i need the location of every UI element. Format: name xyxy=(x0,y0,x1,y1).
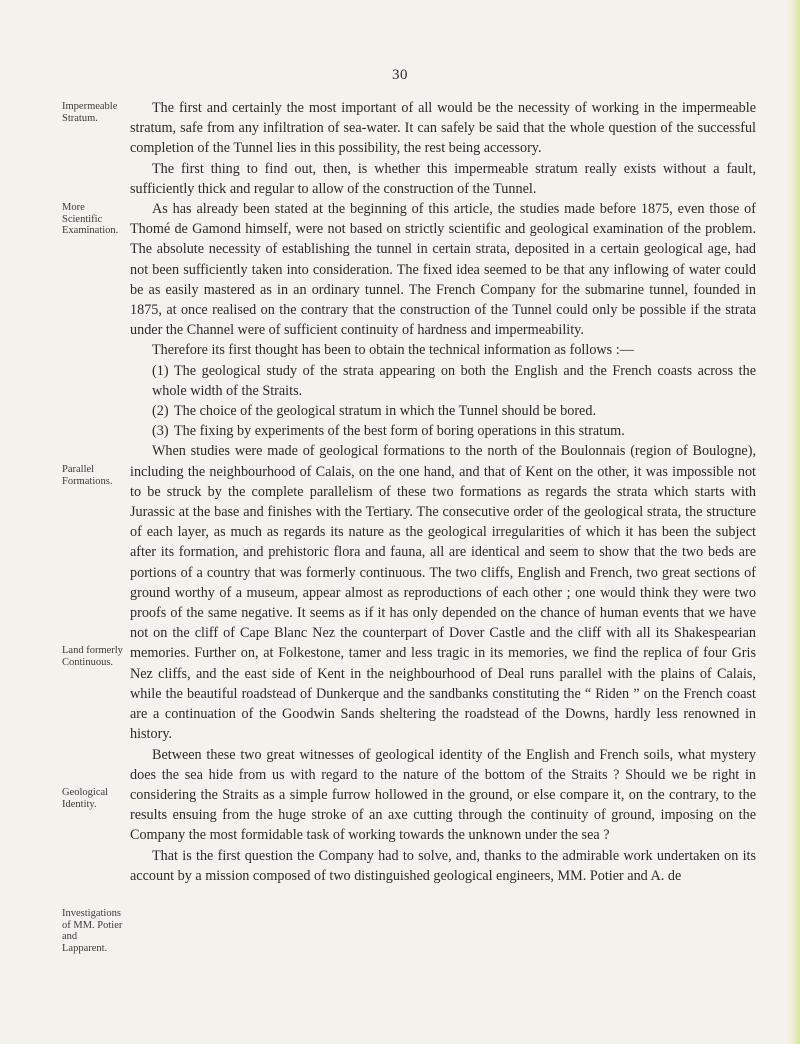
list-item-text: The geological study of the strata appearing on both the English and the French coasts across the whole width of the Straits. xyxy=(152,362,756,399)
margin-note-parallel-formations: Parallel Formations. xyxy=(62,464,113,487)
paragraph: When studies were made of geological formations to the north of the Boulonnais (region of Boulogne), including the neighbourhood of Calais, on the one hand, and that of Kent on the other, it was impossible not to be struck by the complete parallelism of these two formations as regards the strata which starts with Jurassic at the base and finishes with the Tertiary. The consecutive order of the geological strata, the structure of each layer, as much as regards its nature as the geological irregularities of which it has been the subject after its formation, and prehistoric flora and fauna, all are identical and seem to show that the two beds are portions of a country that was formerly continuous. The two cliffs, English and French, two great sections of ground worthy of a museum, appear almost as reproductions of each other ; one would think they were two proofs of the same negative. It seems as if it has only depended on the chance of human events that we have not on the cliff of Cape Blanc Nez the counterpart of Dover Castle and the cliff with all its Shakespearian memories. Further on, at Folkestone, tamer and less tragic in its memories, we find the replica of four Gris Nez cliffs, and the east side of Kent in the neighbourhood of Deal runs parallel with the plains of Calais, while the beautiful roadstead of Dunkerque and the sandbanks constituting the “ Riden ” on the French coast are a continuation of the Goodwin Sands sheltering the roadstead of the Downs, hardly less renowned in history. xyxy=(130,443,756,743)
margin-note-investigations: Investigations of MM. Potier and Lapparent. xyxy=(62,908,123,954)
list-item xyxy=(130,401,756,421)
paragraph: Therefore its first thought has been to obtain the technical information as follows :— xyxy=(152,342,634,359)
margin-note-land-formerly-continuous: Land formerly Continuous. xyxy=(62,645,123,668)
body-text xyxy=(130,98,756,886)
paragraph: The first thing to find out, then, is whether this impermeable stratum really exists without a fault, sufficiently thick and regular to allow of the construction of the Tunnel. xyxy=(130,160,756,197)
list-item-number: (2) xyxy=(152,403,169,420)
list-item xyxy=(130,361,756,401)
paragraph: The first and certainly the most important of all would be the necessity of working in the impermeable stratum, safe from any infiltration of sea-water. It can safely be said that the whole question of the successful completion of the Tunnel lies in this possibility, the rest being accessory. xyxy=(130,100,756,157)
list-item-text: The choice of the geological stratum in which the Tunnel should be bored. xyxy=(174,403,596,420)
margin-note-geological-identity: Geological Identity. xyxy=(62,787,109,810)
paragraph: That is the first question the Company had to solve, and, thanks to the admirable work undertaken on its account by a mission composed of two distinguished geological engineers, MM. Potier and A. de xyxy=(130,847,756,884)
margin-note-impermeable-stratum: Impermeable Stratum. xyxy=(62,101,118,124)
page-number: 30 xyxy=(392,67,408,83)
list-item-number: (3) xyxy=(152,423,169,440)
margin-note-more-scientific-examination: More Scientific Examination. xyxy=(62,202,119,236)
page-edge xyxy=(786,0,800,1044)
list-item xyxy=(130,421,756,441)
list-item-number: (1) xyxy=(152,362,169,379)
list-item-text: The fixing by experiments of the best form of boring operations in this stratum. xyxy=(174,423,625,440)
paragraph: As has already been stated at the beginning of this article, the studies made before 1875, even those of Thomé de Gamond himself, were not based on strictly scientific and geological examination of the problem. The absolute necessity of establishing the tunnel in certain strata, deposited in a certain geological age, had not been sufficiently taken into consideration. The fixed idea seemed to be that any inflowing of water could be as easily mastered as in an ordinary tunnel. The French Company for the submarine tunnel, founded in 1875, at once realised on the contrary that the construction of the Tunnel could only be possible if the strata under the Channel were of sufficient continuity of hardness and impermeability. xyxy=(130,201,756,339)
paragraph: Between these two great witnesses of geological identity of the English and French soils, what mystery does the sea hide from us with regard to the nature of the bottom of the Straits ? Should we be right in considering the Straits as a simple furrow hollowed in the ground, or else compare it, on the contrary, to the results ensuing from the huge stroke of an axe cutting through the continuity of ground, imposing on the Company the most formidable task of working towards the unknown under the sea ? xyxy=(130,746,756,844)
